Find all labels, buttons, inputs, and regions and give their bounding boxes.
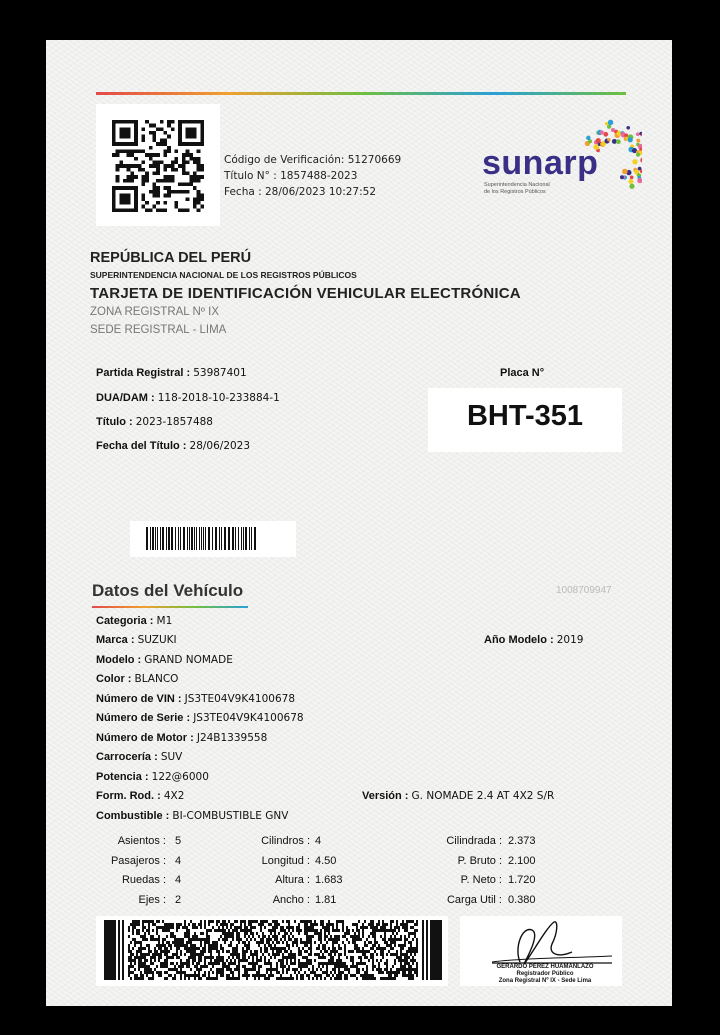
form-rod-field — [96, 790, 184, 802]
pasajeros-label: Pasajeros : — [110, 855, 166, 867]
placa-label: Placa N° — [500, 367, 545, 379]
dua-value: 118-2018-10-233884-1 — [157, 392, 280, 404]
dua-field — [96, 392, 280, 404]
pdf417-barcode-icon — [104, 920, 442, 980]
cilindros-label: Cilindros : — [261, 835, 310, 847]
modelo-label: Modelo : — [96, 654, 142, 666]
p-neto-value: 1.720 — [508, 874, 536, 886]
fecha-titulo-field — [96, 440, 250, 452]
titulo-field — [96, 416, 213, 428]
potencia-label: Potencia : — [96, 771, 149, 783]
verification-code: Código de Verificación: 51270669 — [224, 154, 402, 166]
form-rod-value: 4X2 — [163, 790, 185, 802]
fecha-titulo-label: Fecha del Título : — [96, 440, 187, 452]
top-color-line — [96, 92, 626, 95]
ancho-value: 1.81 — [315, 894, 337, 906]
pasajeros-value: 4 — [175, 855, 182, 867]
verification-date: Fecha : 28/06/2023 10:27:52 — [224, 186, 377, 198]
color-field — [96, 673, 178, 685]
categoria-value: M1 — [156, 615, 173, 627]
ancho-label: Ancho : — [272, 894, 310, 906]
cilindrada-label: Cilindrada : — [446, 835, 502, 847]
fecha-titulo-value: 28/06/2023 — [189, 440, 251, 452]
verification-title: Título N° : 1857488-2023 — [224, 170, 358, 182]
vin-field — [96, 693, 295, 705]
placa-value: BHT-351 — [466, 400, 584, 432]
verification-info — [224, 152, 401, 200]
vehicle-id-card — [46, 40, 672, 1006]
signature-caption — [470, 964, 620, 985]
logo-sub-line-2: de los Registros Públicos — [484, 189, 546, 195]
ruedas-value: 4 — [175, 874, 182, 886]
motor-label: Número de Motor : — [96, 732, 194, 744]
anio-value: 2019 — [556, 634, 584, 646]
asientos-label: Asientos : — [117, 835, 166, 847]
document-title: TARJETA DE IDENTIFICACIÓN VEHICULAR ELECTRÓNICA — [90, 285, 521, 302]
motor-value: J24B1339558 — [196, 732, 268, 744]
potencia-field — [96, 771, 209, 783]
anio-modelo-field — [484, 634, 583, 646]
marca-field — [96, 634, 177, 646]
categoria-field — [96, 615, 172, 627]
sede-registral: SEDE REGISTRAL - LIMA — [90, 324, 227, 336]
carroceria-value: SUV — [160, 751, 183, 763]
dua-label: DUA/DAM : — [96, 392, 155, 404]
serie-field — [96, 712, 304, 724]
serial-number: 1008709947 — [556, 585, 612, 596]
vin-label: Número de VIN : — [96, 693, 182, 705]
ruedas-label: Ruedas : — [121, 874, 166, 886]
altura-label: Altura : — [275, 874, 310, 886]
registrar-name: GERARDO PEREZ HUAMANLAZO — [496, 964, 594, 970]
sunarp-logo-text: sunarp — [482, 144, 599, 182]
combustible-field — [96, 810, 288, 822]
categoria-label: Categoria : — [96, 615, 154, 627]
registrar-role: Registrador Público — [516, 971, 574, 977]
registrar-zone: Zona Registral Nº IX - Sede Lima — [498, 978, 592, 984]
p-bruto-label: P. Bruto : — [457, 855, 502, 867]
asientos-value: 5 — [175, 835, 182, 847]
version-label: Versión : — [362, 790, 409, 802]
ejes-value: 2 — [175, 894, 182, 906]
carga-util-label: Carga Util : — [446, 894, 502, 906]
cilindros-value: 4 — [315, 835, 322, 847]
marca-value: SUZUKI — [137, 634, 177, 646]
superintendencia-heading: SUPERINTENDENCIA NACIONAL DE LOS REGISTROS PÚBLICOS — [90, 270, 357, 280]
color-value: BLANCO — [134, 673, 179, 685]
qr-code-icon — [112, 120, 204, 212]
version-field — [362, 790, 554, 802]
anio-label: Año Modelo : — [484, 634, 554, 646]
vin-value: JS3TE04V9K4100678 — [184, 693, 296, 705]
modelo-value: GRAND NOMADE — [144, 654, 233, 666]
marca-label: Marca : — [96, 634, 135, 646]
color-label: Color : — [96, 673, 132, 685]
partida-field — [96, 367, 247, 379]
version-value: G. NOMADE 2.4 AT 4X2 S/R — [411, 790, 555, 802]
carga-util-value: 0.380 — [508, 894, 536, 906]
partida-label: Partida Registral : — [96, 367, 191, 379]
combustible-label: Combustible : — [96, 810, 170, 822]
serie-value: JS3TE04V9K4100678 — [193, 712, 304, 724]
carroceria-field — [96, 751, 182, 763]
combustible-value: BI-COMBUSTIBLE GNV — [172, 810, 289, 822]
altura-value: 1.683 — [315, 874, 343, 886]
p-neto-label: P. Neto : — [460, 874, 502, 886]
carroceria-label: Carrocería : — [96, 751, 158, 763]
cilindrada-value: 2.373 — [508, 835, 536, 847]
titulo-value: 2023-1857488 — [135, 416, 213, 428]
barcode-icon — [146, 527, 258, 550]
p-bruto-value: 2.100 — [508, 855, 536, 867]
section-underline — [92, 606, 248, 608]
republica-heading: REPÚBLICA DEL PERÚ — [90, 250, 252, 266]
potencia-value: 122@6000 — [151, 771, 209, 783]
zona-registral: ZONA REGISTRAL Nº IX — [90, 306, 220, 318]
partida-value: 53987401 — [193, 367, 247, 379]
sunarp-logo-subtitle — [484, 182, 550, 196]
ejes-label: Ejes : — [138, 894, 166, 906]
modelo-field — [96, 654, 233, 666]
longitud-label: Longitud : — [261, 855, 310, 867]
logo-sub-line-1: Superintendencia Nacional — [484, 182, 550, 188]
titulo-label: Título : — [96, 416, 133, 428]
section-title: Datos del Vehículo — [92, 581, 244, 600]
longitud-value: 4.50 — [315, 855, 337, 867]
form-rod-label: Form. Rod. : — [96, 790, 161, 802]
serie-label: Número de Serie : — [96, 712, 191, 724]
motor-field — [96, 732, 267, 744]
